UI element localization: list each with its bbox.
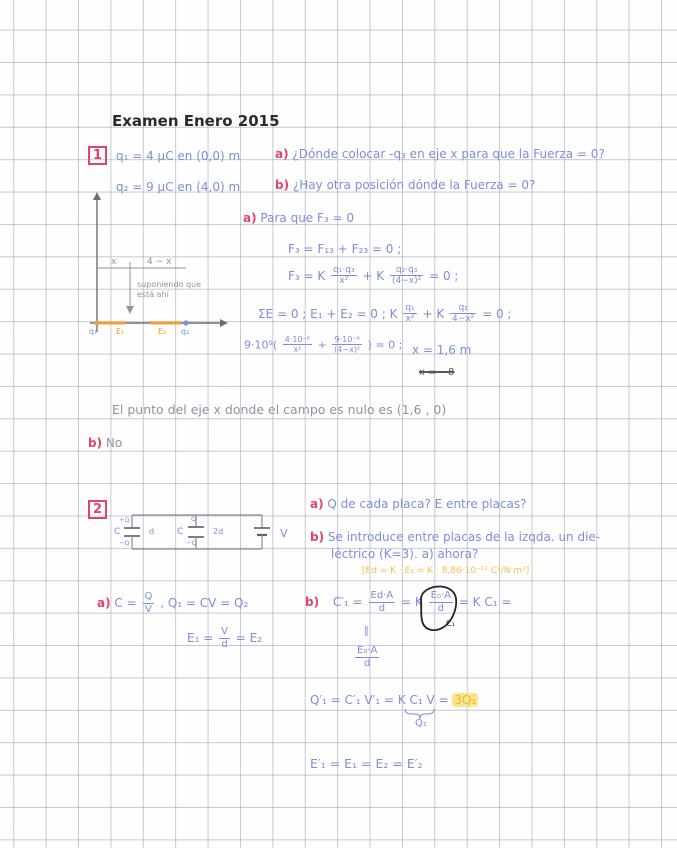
cap1-c-label: C	[114, 527, 121, 537]
diagram-note-line2: está ahí	[137, 290, 169, 299]
alt-num: E₀·A	[357, 645, 378, 656]
d-distance-label: 4 − x	[147, 257, 172, 267]
charge-prime-result: 3Q₁	[454, 693, 477, 707]
eq2-f1-num: q₁·q₃	[333, 265, 355, 275]
answer-2b-mid: = K	[401, 595, 423, 609]
charge-q2-statement: q₂ = 9 μC en (4,0) m	[116, 180, 241, 194]
field-e1-label: E₁	[116, 327, 125, 336]
answer-2a-eq1-lhs: C =	[114, 596, 137, 610]
answer-2b-f1-den: d	[378, 602, 386, 614]
question-1a-label: a)	[275, 147, 289, 161]
eq2-f2-num: q₂·q₃	[390, 266, 423, 276]
problem-1-number: 1	[88, 146, 107, 165]
dielectric-note: [Ed = K · E₀ = K · 8,86·10⁻¹² C²/N·m²]	[362, 566, 530, 576]
answer-2b-f2-den: d	[437, 602, 444, 614]
answer-2a-eq2-num: V	[221, 626, 228, 637]
cap2-top-charge: Q	[191, 515, 197, 523]
cap1-top-charge: +Q	[119, 516, 130, 524]
eq2-tail: = 0 ;	[429, 268, 459, 283]
field-e2-label: E₂	[158, 327, 167, 336]
answer-2b-lhs: C′₁ =	[332, 595, 363, 609]
cap2-c-label: C	[177, 527, 184, 537]
question-1a-text: ¿Dónde colocar -q₃ en eje x para que la Fuerza = 0?	[292, 147, 605, 161]
eq3-f1-num: q₁	[405, 303, 415, 313]
x-distance-label: x	[111, 257, 117, 267]
charge-q1-label: q₁	[89, 327, 98, 336]
underbrace-q1-label: Q₁	[415, 718, 427, 729]
eq4-f1-num: 4·10⁻⁶	[284, 335, 310, 344]
field-prime-equation: E′₁ = E₁ = E₂ = E′₂	[310, 756, 423, 771]
eq4-f2-den: (4−x)²	[334, 345, 361, 355]
circled-c1-label: C₁	[446, 619, 455, 628]
eq4-lhs: 9·10⁹(	[244, 338, 278, 352]
crossed-out-solution: x = −8	[419, 367, 455, 378]
answer-2a-eq1-den: V	[145, 603, 152, 615]
charge-prime-lhs: Q′₁ = C′₁ V′₁ = K C₁ V =	[310, 693, 449, 707]
answer-2b-label: b)	[305, 595, 320, 609]
answer-1b-label: b)	[88, 436, 103, 450]
answer-2a-eq2-rest: = E₂	[235, 631, 263, 645]
answer-2a-eq1-num: Q	[144, 591, 153, 602]
question-2a-label: a)	[310, 497, 324, 511]
answer-2a-eq2-den: d	[221, 638, 228, 650]
question-2b-text-1: Se introduce entre placas de la izqda. un die-	[327, 530, 601, 544]
parallel-mark: ∥	[364, 626, 369, 637]
eq3-plus: + K	[422, 306, 445, 321]
page-title: Examen Enero 2015	[112, 112, 280, 130]
eq2-f2-den: (4−x)²	[392, 276, 422, 287]
question-1b-label: b)	[275, 178, 290, 192]
eq4-tail: ) = 0 ;	[367, 338, 403, 352]
equation-force-sum: F₃ = F₁₃ + F₂₃ = 0 ;	[288, 242, 402, 256]
question-2a-text: Q de cada placa? E entre placas?	[327, 497, 527, 511]
answer-2a-eq2-lhs: E₁ =	[187, 631, 214, 645]
cap2-d-label: 2d	[213, 527, 224, 536]
eq3-f2-den: 4−x²	[452, 314, 475, 325]
charge-q1-statement: q₁ = 4 μC en (0,0) m	[116, 149, 241, 163]
eq2-f1-den: x²	[339, 276, 349, 287]
cap1-d-label: d	[149, 527, 155, 536]
eq4-plus: +	[317, 338, 327, 352]
solution-x-value: x = 1,6 m	[412, 343, 472, 357]
battery-v-label: V	[280, 527, 288, 540]
answer-1a-label: a)	[243, 211, 257, 225]
answer-2a-eq1-rest: , Q₁ = CV = Q₂	[160, 596, 249, 610]
eq4-f2-num: 9·10⁻⁶	[332, 336, 362, 345]
charge-q2-label: q₂	[181, 327, 190, 336]
answer-1b-text: No	[105, 436, 123, 450]
eq3-f2-num: q₂	[450, 304, 476, 314]
answer-2b-f2-num: E₀·A	[430, 590, 451, 601]
cap1-bottom-charge: −Q	[119, 539, 130, 547]
question-1b-text: ¿Hay otra posición dónde la Fuerza = 0?	[292, 178, 536, 192]
eq3-lhs: ΣE = 0 ; E₁ + E₂ = 0 ; K	[258, 306, 398, 321]
answer-2b-rest: = K C₁ =	[458, 595, 512, 609]
question-2b-label: b)	[310, 530, 325, 544]
question-2b-line2: léctrico (K=3). a) ahora?	[331, 547, 479, 561]
eq4-f1-den: x²	[293, 345, 302, 355]
problem-2-number: 2	[88, 500, 107, 519]
eq2-lhs: F₃ = K	[288, 268, 326, 283]
cap2-bottom-charge: −Q	[186, 539, 197, 547]
problem-1-conclusion: El punto del eje x donde el campo es nulo es (1,6 , 0)	[112, 402, 447, 417]
eq3-tail: = 0 ;	[482, 306, 512, 321]
eq2-plus: + K	[362, 268, 385, 283]
answer-2b-f1-num: Ed·A	[370, 590, 394, 601]
answer-1a-intro-text: Para que F₃ = 0	[260, 211, 355, 225]
answer-2a-label: a)	[97, 596, 111, 610]
alt-den: d	[364, 657, 371, 669]
eq3-f1-den: x²	[405, 314, 415, 325]
diagram-note-line1: suponiendo que	[137, 280, 202, 289]
